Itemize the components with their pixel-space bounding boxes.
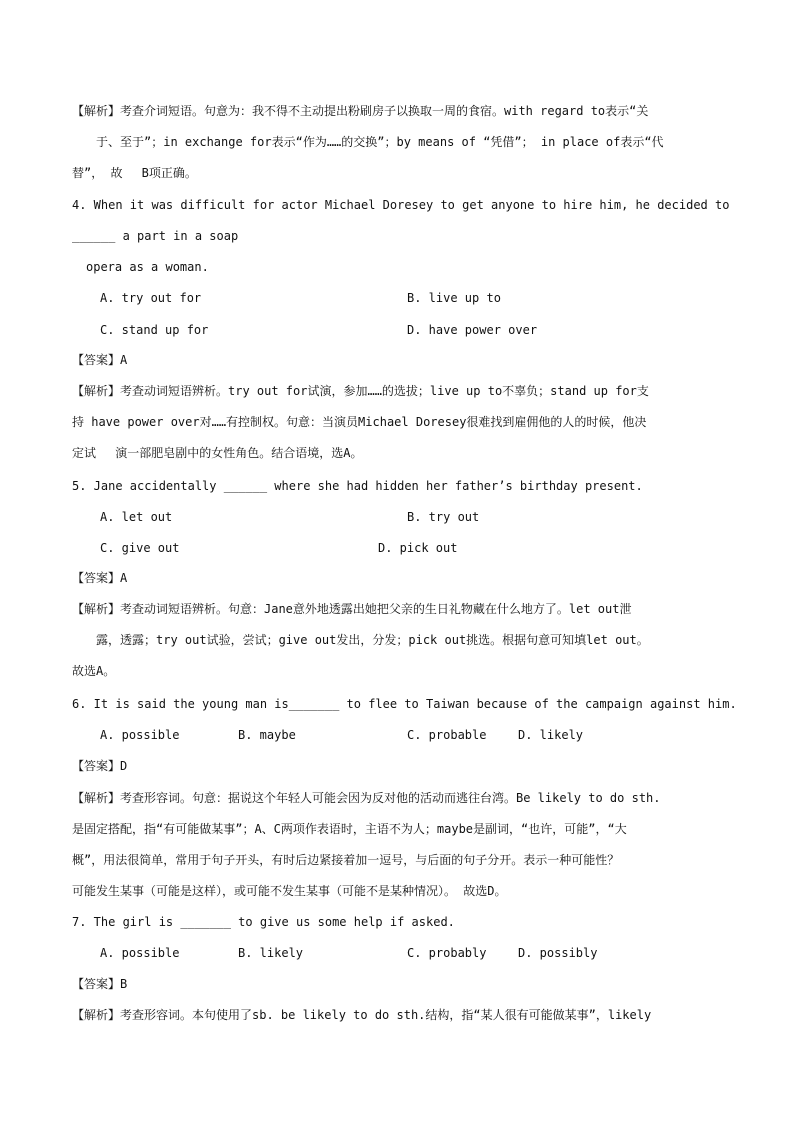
q5-analysis-line-3: 故选A。 (72, 664, 116, 678)
q3-analysis-line-3: 替”， 故 B项正确。 (72, 166, 197, 180)
q5-option-b: B. try out (407, 510, 480, 524)
q4-option-b: B. live up to (407, 291, 501, 305)
q4-analysis-line-3: 定试 演一部肥皂剧中的女性角色。结合语境，选A。 (72, 446, 363, 460)
q6-analysis-line-2: 是固定搭配，指“有可能做某事”；A、C两项作表语时，主语不为人；maybe是副词，“也许，可能”，“大 (72, 822, 627, 836)
q6-stem: 6. It is said the young man is_______ to flee to Taiwan because of the campaign against him. (72, 697, 737, 711)
q6-option-d: D. likely (518, 728, 584, 742)
q4-answer: 【答案】A (72, 353, 128, 367)
q7-option-b: B. likely (238, 946, 304, 960)
q7-option-a: A. possible (100, 946, 180, 960)
q4-option-a: A. try out for (100, 291, 202, 305)
q5-answer: 【答案】A (72, 571, 128, 585)
q6-analysis-line-3: 概”，用法很简单，常用于句子开头，有时后边紧接着加一逗号，与后面的句子分开。表示一种可能性？ (72, 853, 620, 867)
q5-stem: 5. Jane accidentally ______ where she had hidden her father’s birthday present. (72, 479, 643, 493)
q7-option-d: D. possibly (518, 946, 598, 960)
q4-stem-line-3: opera as a woman. (86, 260, 209, 274)
q3-analysis-line-2: 于、至于”；in exchange for表示“作为……的交换”；by means of “凭借”； in place of表示“代 (96, 135, 664, 149)
q7-answer: 【答案】B (72, 977, 128, 991)
q5-option-c: C. give out (100, 541, 180, 555)
q6-option-a: A. possible (100, 728, 180, 742)
q5-option-a: A. let out (100, 510, 173, 524)
q5-option-d: D. pick out (378, 541, 458, 555)
q4-option-c: C. stand up for (100, 323, 209, 337)
q4-stem-line-2: ______ a part in a soap (72, 229, 239, 243)
q4-analysis-line-2: 持 have power over对……有控制权。句意：当演员Michael Doresey很难找到雇佣他的人的时候，他决 (72, 415, 647, 429)
q7-option-c: C. probably (407, 946, 487, 960)
q5-analysis-line-1: 【解析】考查动词短语辨析。句意：Jane意外地透露出她把父亲的生日礼物藏在什么地方了。let out泄 (72, 602, 632, 616)
q4-stem-line-1: 4. When it was difficult for actor Michael Doresey to get anyone to hire him, he decided to (72, 198, 730, 212)
q7-analysis-line-1: 【解析】考查形容词。本句使用了sb. be likely to do sth.结构，指“某人很有可能做某事”，likely (72, 1008, 652, 1022)
q7-stem: 7. The girl is _______ to give us some help if asked. (72, 915, 455, 929)
q4-option-d: D. have power over (407, 323, 538, 337)
q3-analysis-line-1: 【解析】考查介词短语。句意为：我不得不主动提出粉刷房子以换取一周的食宿。with regard to表示“关 (72, 104, 649, 118)
q6-answer: 【答案】D (72, 759, 128, 773)
q6-analysis-line-4: 可能发生某事（可能是这样），或可能不发生某事（可能不是某种情况）。 故选D。 (72, 884, 507, 898)
q5-analysis-line-2: 露，透露；try out试验，尝试；give out发出，分发；pick out挑选。根据句意可知填let out。 (96, 633, 649, 647)
q6-analysis-line-1: 【解析】考查形容词。句意：据说这个年轻人可能会因为反对他的活动而逃往台湾。Be likely to do sth. (72, 791, 661, 805)
q6-option-b: B. maybe (238, 728, 296, 742)
q6-option-c: C. probable (407, 728, 487, 742)
q4-analysis-line-1: 【解析】考查动词短语辨析。try out for试演，参加……的选拔；live up to不辜负；stand up for支 (72, 384, 649, 398)
